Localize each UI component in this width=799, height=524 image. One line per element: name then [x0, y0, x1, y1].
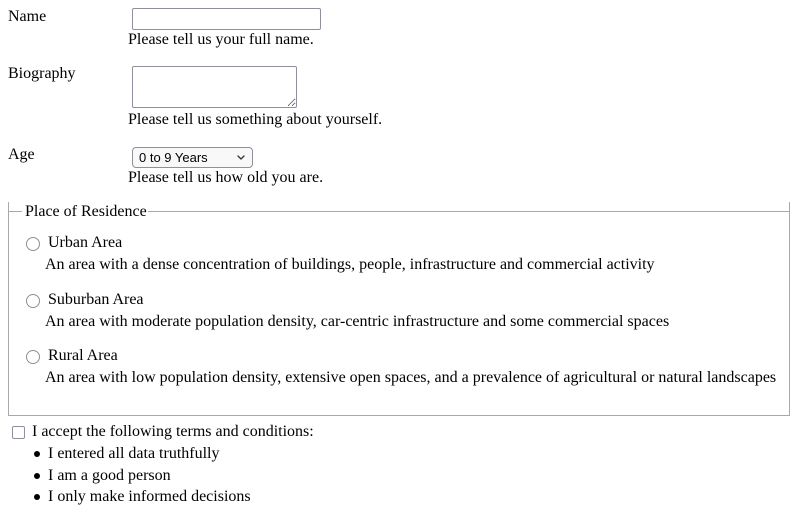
fieldset-border-left [8, 211, 22, 212]
age-select-value: 0 to 9 Years [139, 150, 208, 165]
name-label: Name [8, 8, 47, 25]
age-label: Age [8, 146, 35, 163]
terms-list-item: I entered all data truthfully [48, 445, 220, 462]
bullet-icon [34, 473, 40, 479]
residence-legend: Place of Residence [25, 203, 147, 220]
age-select[interactable] [132, 147, 253, 168]
terms-list-item: I only make informed decisions [48, 488, 251, 505]
terms-list-item: I am a good person [48, 467, 171, 484]
radio-suburban-description: An area with moderate population density, car-centric infrastructure and some commercial spaces [45, 313, 670, 330]
bullet-icon [34, 494, 40, 500]
radio-rural-label[interactable]: Rural Area [48, 347, 118, 364]
radio-urban-description: An area with a dense concentration of buildings, people, infrastructure and commercial activity [45, 256, 655, 273]
terms-checkbox[interactable] [12, 426, 25, 439]
radio-suburban[interactable] [26, 294, 40, 308]
fieldset-border-right [148, 211, 790, 212]
name-input[interactable] [132, 8, 321, 30]
radio-rural[interactable] [26, 350, 40, 364]
age-help-text: Please tell us how old you are. [128, 169, 324, 186]
terms-label[interactable]: I accept the following terms and conditions: [32, 423, 314, 440]
name-help-text: Please tell us your full name. [128, 31, 314, 48]
radio-rural-description: An area with low population density, extensive open spaces, and a prevalence of agricultural or natural landscapes [45, 369, 777, 386]
radio-urban-label[interactable]: Urban Area [48, 234, 123, 251]
biography-help-text: Please tell us something about yourself. [128, 111, 383, 128]
biography-label: Biography [8, 65, 76, 82]
chevron-down-icon [236, 148, 246, 167]
radio-urban[interactable] [26, 237, 40, 251]
bullet-icon [34, 451, 40, 457]
biography-textarea[interactable] [132, 66, 297, 108]
radio-suburban-label[interactable]: Suburban Area [48, 291, 144, 308]
